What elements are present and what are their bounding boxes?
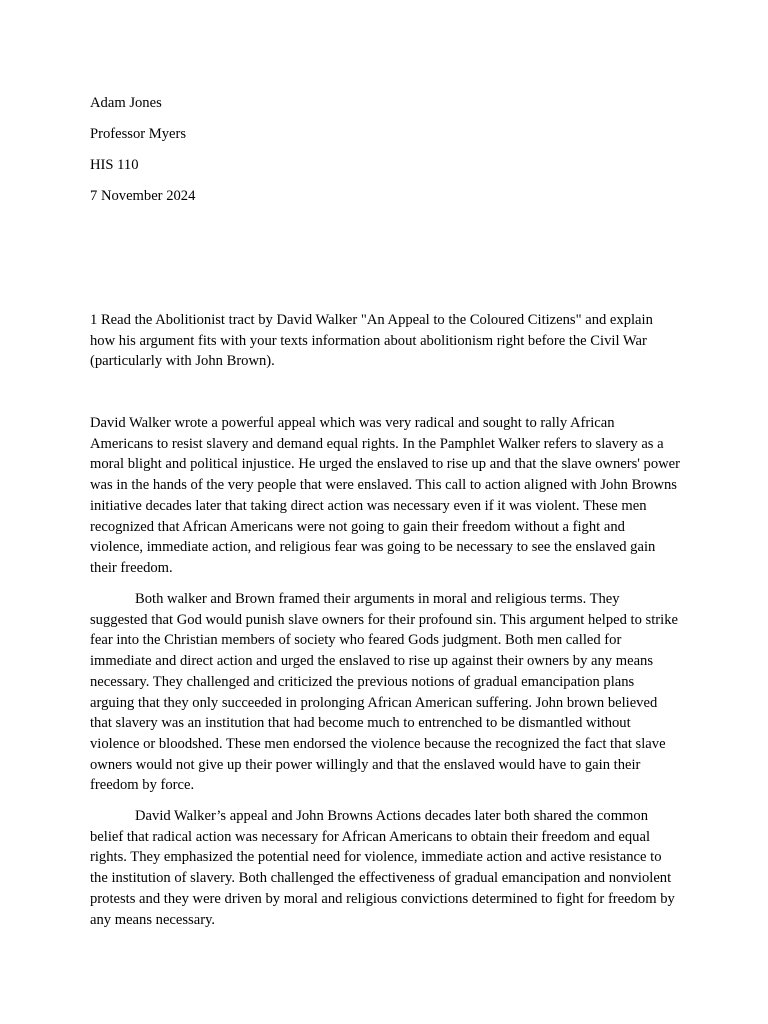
author-name: Adam Jones xyxy=(90,95,162,111)
body-paragraph-3: David Walker’s appeal and John Browns Actions decades later both shared the common belief that radical action was necessary for African Americans to obtain their freedom and equal rights. They emphasized the potential need for violence, immediate action and active resistance to the institution of slavery. Both challenged the effectiveness of gradual emancipation and nonviolent protests and they were driven by moral and religious convictions determined to fight for freedom by any means necessary. xyxy=(90,808,675,928)
question-prompt: 1 Read the Abolitionist tract by David Walker "An Appeal to the Coloured Citizens" and explain how his argument fits with your texts information about abolitionism right before the Civil War (particularly with John Brown). xyxy=(90,312,653,370)
professor-name: Professor Myers xyxy=(90,126,187,142)
course-code: HIS 110 xyxy=(90,157,139,173)
document-date: 7 November 2024 xyxy=(90,188,196,204)
body-paragraph-1: David Walker wrote a powerful appeal which was very radical and sought to rally African Americans to resist slavery and demand equal rights. In the Pamphlet Walker refers to slavery as a moral blight and political injustice. He urged the enslaved to rise up and that the slave owners' power was in the hands of the very people that were enslaved. This call to action aligned with John Browns initiative decades later that taking direct action was necessary even if it was violent. These men recognized that African Americans were not going to gain their freedom without a fight and violence, immediate action, and religious fear was going to be necessary to see the enslaved gain their freedom. xyxy=(90,415,681,576)
body-paragraph-2: Both walker and Brown framed their arguments in moral and religious terms. They suggested that God would punish slave owners for their profound sin. This argument helped to strike fear into the Christian members of society who feared Gods judgment. Both men called for immediate and direct action and urged the enslaved to rise up against their owners by any means necessary. They challenged and criticized the previous notions of gradual emancipation plans arguing that they only succeeded in prolonging African American suffering. John brown believed that slavery was an institution that had become much to entrenched to be dismantled without violence or bloodshed. These men endorsed the violence because the recognized the fact that slave owners would not give up their power willingly and that the enslaved would have to gain their freedom by force. xyxy=(90,591,678,794)
